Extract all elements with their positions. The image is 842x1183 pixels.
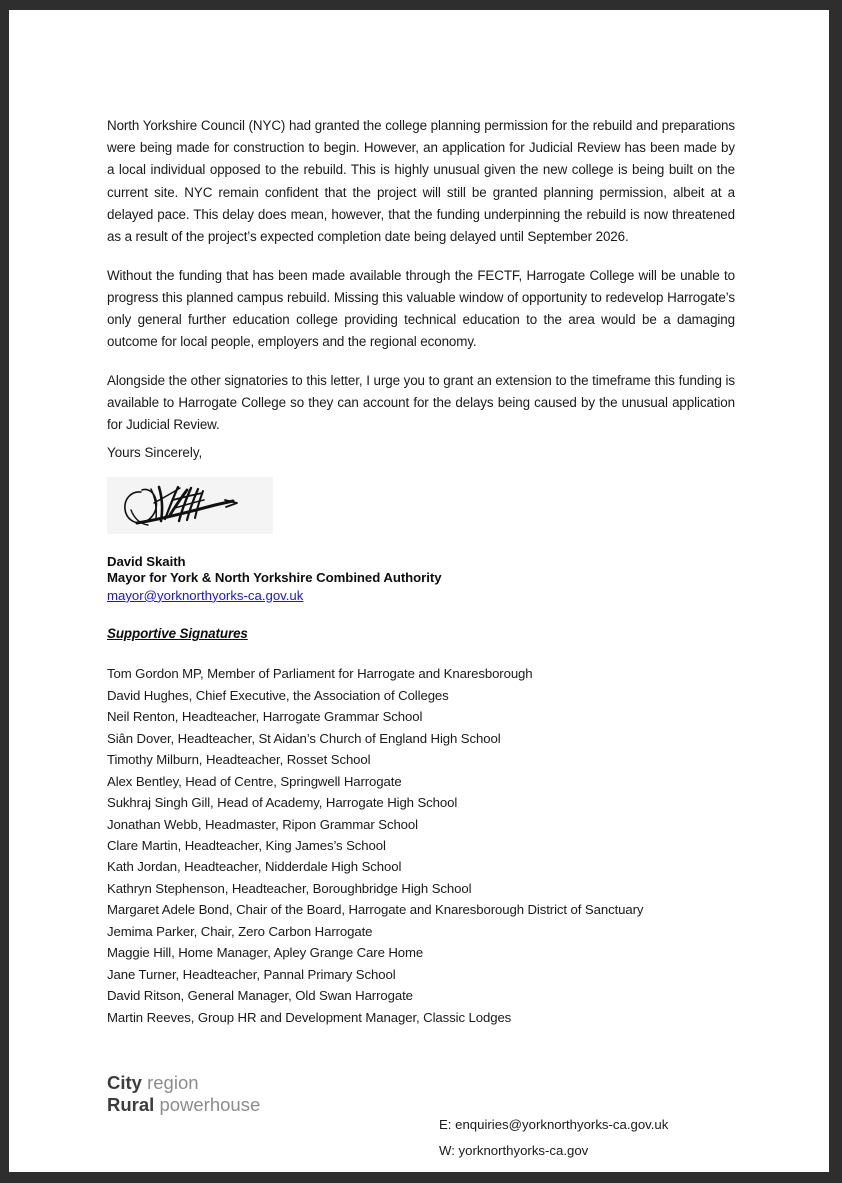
list-item: Alex Bentley, Head of Centre, Springwell Harrogate	[107, 773, 402, 789]
list-item: Kath Jordan, Headteacher, Nidderdale High School	[107, 859, 402, 875]
city-region-rural-powerhouse-logo	[107, 1072, 260, 1115]
letter-body	[107, 115, 735, 1028]
list-item: Neil Renton, Headteacher, Harrogate Grammar School	[107, 709, 423, 725]
supportive-signatures-list	[107, 663, 735, 1028]
list-item: Margaret Adele Bond, Chair of the Board, Harrogate and Knaresborough District of Sanctuary	[107, 902, 644, 918]
list-item: Maggie Hill, Home Manager, Apley Grange Care Home	[107, 945, 424, 961]
footer-contact	[439, 1112, 668, 1164]
list-item: David Hughes, Chief Executive, the Association of Colleges	[107, 687, 449, 703]
signature-icon	[107, 477, 273, 534]
footer-email: E: enquiries@yorknorthyorks-ca.gov.uk	[439, 1117, 669, 1132]
list-item: Clare Martin, Headteacher, King James’s School	[107, 837, 386, 853]
logo-word-powerhouse: powerhouse	[159, 1093, 261, 1115]
list-item: Tom Gordon MP, Member of Parliament for Harrogate and Knaresborough	[107, 666, 533, 682]
list-item: Timothy Milburn, Headteacher, Rosset School	[107, 752, 371, 768]
letter-closing: Yours Sincerely,	[107, 444, 203, 460]
list-item: Jane Turner, Headteacher, Pannal Primary School	[107, 966, 396, 982]
logo-word-rural: Rural	[107, 1093, 155, 1115]
logo-line-1	[107, 1072, 260, 1094]
signer-role: Mayor for York & North Yorkshire Combined Authority	[107, 570, 442, 586]
list-item: Sukhraj Singh Gill, Head of Academy, Harrogate High School	[107, 795, 458, 811]
logo-word-city: City	[107, 1072, 142, 1093]
supportive-signatures-heading: Supportive Signatures	[107, 626, 248, 642]
logo-word-region: region	[147, 1072, 199, 1093]
document-page	[9, 10, 829, 1172]
list-item: Martin Reeves, Group HR and Development Manager, Classic Lodges	[107, 1009, 512, 1025]
signer-name: David Skaith	[107, 553, 186, 569]
list-item: Kathryn Stephenson, Headteacher, Boroughbridge High School	[107, 880, 472, 896]
list-item: David Ritson, General Manager, Old Swan Harrogate	[107, 988, 413, 1004]
letter-paragraph-3: Alongside the other signatories to this letter, I urge you to grant an extension to the timeframe this funding is available to Harrogate College so they can account for the delays being caused by the unusual application for Judicial Review.	[107, 373, 735, 433]
letter-paragraph-2: Without the funding that has been made available through the FECTF, Harrogate College will be unable to progress this planned campus rebuild. Missing this valuable window of opportunity to redevelop Harrogate’s only general further education college providing technical education to the area would be a damaging outcome for local people, employers and the regional economy.	[107, 267, 735, 350]
signer-block	[107, 554, 735, 605]
page-footer	[9, 1050, 829, 1172]
list-item: Siân Dover, Headteacher, St Aidan’s Church of England High School	[107, 730, 501, 746]
handwritten-signature-image	[107, 477, 273, 534]
list-item: Jemima Parker, Chair, Zero Carbon Harrogate	[107, 923, 373, 939]
letter-paragraph-1: North Yorkshire Council (NYC) had granted the college planning permission for the rebuild and preparations were being made for construction to begin. However, an application for Judicial Review has been made by a local individual opposed to the rebuild. This is highly unusual given the new college is being built on the current site. NYC remain confident that the project will still be granted planning permission, albeit at a delayed pace. This delay does mean, however, that the funding underpinning the rebuild is now threatened as a result of the project’s expected completion date being delayed until September 2026.	[107, 118, 735, 245]
signer-email-link[interactable]: mayor@yorknorthyorks-ca.gov.uk	[107, 587, 304, 603]
logo-line-2	[107, 1094, 260, 1116]
list-item: Jonathan Webb, Headmaster, Ripon Grammar School	[107, 816, 418, 832]
footer-website: W: yorknorthyorks-ca.gov	[439, 1143, 589, 1158]
